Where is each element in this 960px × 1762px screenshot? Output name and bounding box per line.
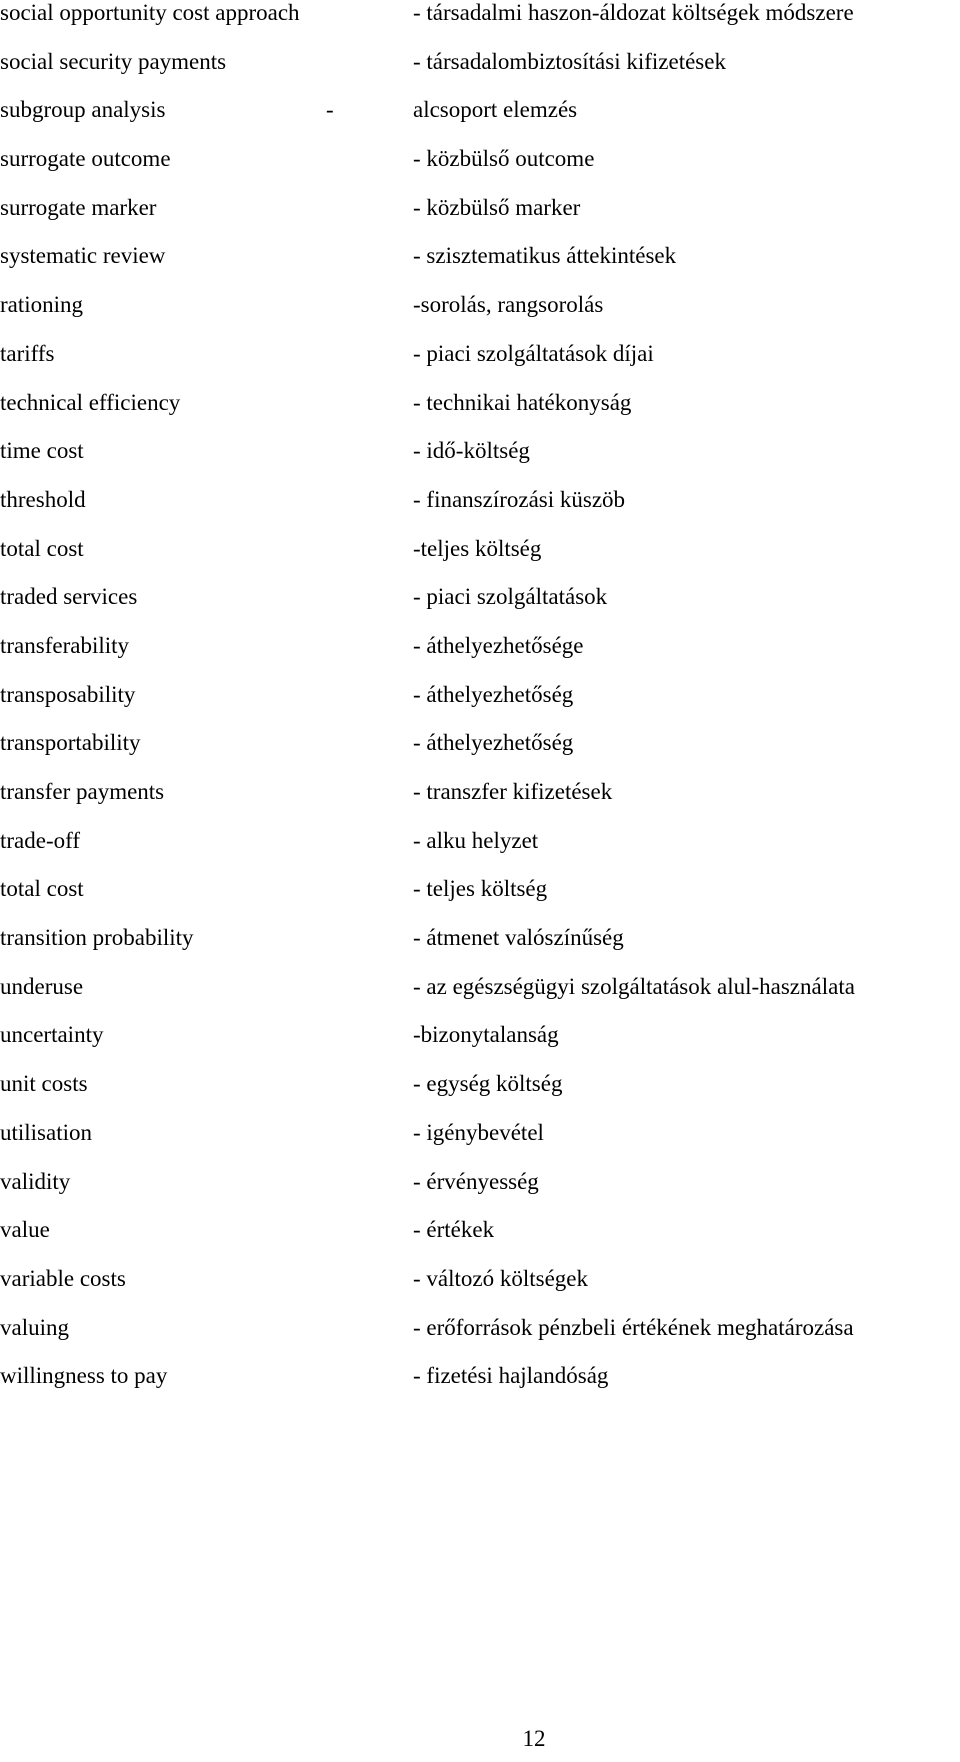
glossary-term: tariffs	[0, 340, 55, 366]
glossary-term: traded services	[0, 584, 138, 610]
glossary-term: unit costs	[0, 1071, 88, 1097]
glossary-term: value	[0, 1217, 50, 1243]
glossary-row	[0, 633, 960, 682]
glossary-translation: - közbülső marker	[413, 194, 581, 220]
glossary-term: surrogate marker	[0, 194, 157, 220]
glossary-translation: - áthelyezhetőség	[413, 681, 574, 707]
glossary-term: transfer payments	[0, 779, 165, 804]
glossary-translation: - társadalombiztosítási kifizetések	[413, 48, 726, 74]
glossary-term: valuing	[0, 1314, 69, 1340]
glossary-term: transition probability	[0, 925, 194, 951]
glossary-translation: - finanszírozási küszöb	[413, 486, 626, 512]
glossary-row	[0, 438, 960, 487]
glossary-row	[0, 682, 960, 731]
glossary-row	[0, 828, 960, 877]
glossary-row	[0, 1217, 960, 1266]
glossary-row	[0, 1363, 960, 1412]
glossary-translation: - közbülső outcome	[413, 146, 595, 172]
glossary-term: underuse	[0, 973, 84, 999]
glossary-row	[0, 584, 960, 633]
glossary-translation: - átmenet valószínűség	[413, 925, 624, 951]
glossary-row	[0, 1266, 960, 1315]
glossary-row	[0, 97, 960, 146]
glossary-row	[0, 925, 960, 974]
glossary-translation: - transzfer kifizetések	[413, 779, 613, 804]
glossary-translation: -sorolás, rangsorolás	[413, 292, 604, 318]
glossary-row	[0, 1071, 960, 1120]
glossary-translation: - alku helyzet	[413, 827, 539, 853]
glossary-translation: - fizetési hajlandóság	[413, 1363, 609, 1389]
glossary-term: time cost	[0, 438, 84, 464]
glossary-row	[0, 536, 960, 585]
glossary-term: threshold	[0, 486, 86, 512]
glossary-row	[0, 1120, 960, 1169]
glossary-row	[0, 487, 960, 536]
glossary-row	[0, 0, 960, 49]
glossary-translation: - szisztematikus áttekintések	[413, 243, 677, 269]
glossary-term: validity	[0, 1168, 71, 1194]
glossary-translation: - piaci szolgáltatások	[413, 584, 608, 610]
glossary-translation: - idő-költség	[413, 438, 530, 464]
glossary-term: technical efficiency	[0, 389, 181, 415]
glossary-row	[0, 1315, 960, 1364]
glossary-translation: - piaci szolgáltatások díjai	[413, 340, 654, 366]
glossary-term: social security payments	[0, 48, 227, 74]
glossary-translation: alcsoport elemzés	[413, 97, 578, 123]
glossary-term: surrogate outcome	[0, 146, 171, 172]
glossary-translation: - értékek	[413, 1217, 495, 1243]
glossary-row	[0, 1022, 960, 1071]
glossary-term: subgroup analysis	[0, 97, 166, 123]
glossary-row	[0, 876, 960, 925]
glossary-row	[0, 195, 960, 244]
glossary-term: rationing	[0, 292, 84, 318]
glossary-translation: - társadalmi haszon-áldozat költségek módszere	[413, 0, 854, 25]
glossary-translation: - érvényesség	[413, 1168, 539, 1194]
glossary-translation: - teljes költség	[413, 876, 548, 902]
glossary-translation: - egység költség	[413, 1071, 563, 1097]
glossary-term: total cost	[0, 535, 84, 561]
glossary-translation: - erőforrások pénzbeli értékének meghatározása	[413, 1314, 854, 1340]
glossary-term: social opportunity cost approach	[0, 0, 300, 25]
glossary-row	[0, 390, 960, 439]
glossary-row	[0, 1169, 960, 1218]
page-number: 12	[522, 1726, 546, 1751]
glossary-translation: - az egészségügyi szolgáltatások alul-használata	[413, 973, 855, 999]
glossary-term: transposability	[0, 681, 136, 707]
glossary-term: trade-off	[0, 827, 81, 853]
glossary-translation: - technikai hatékonyság	[413, 389, 632, 415]
glossary-row	[0, 49, 960, 98]
glossary-term: willingness to pay	[0, 1363, 168, 1389]
glossary-term: uncertainty	[0, 1022, 104, 1048]
glossary-term: transferability	[0, 632, 130, 658]
glossary-row	[0, 243, 960, 292]
glossary-row	[0, 292, 960, 341]
glossary-translation: - változó költségek	[413, 1265, 589, 1291]
glossary-translation: - áthelyezhetőség	[413, 730, 574, 756]
glossary-translation: - áthelyezhetősége	[413, 632, 584, 658]
glossary-term: transportability	[0, 730, 141, 756]
glossary-translation: -teljes költség	[413, 535, 542, 561]
glossary-row	[0, 341, 960, 390]
glossary-term: variable costs	[0, 1265, 126, 1291]
glossary-term: total cost	[0, 876, 84, 902]
glossary-row	[0, 779, 960, 828]
glossary-row	[0, 730, 960, 779]
glossary-term: systematic review	[0, 243, 166, 269]
glossary-dash: -	[326, 97, 334, 123]
glossary-row	[0, 146, 960, 195]
glossary-translation: - igénybevétel	[413, 1119, 544, 1145]
glossary-row	[0, 974, 960, 1023]
glossary-term: utilisation	[0, 1119, 92, 1145]
glossary-translation: -bizonytalanság	[413, 1022, 559, 1048]
